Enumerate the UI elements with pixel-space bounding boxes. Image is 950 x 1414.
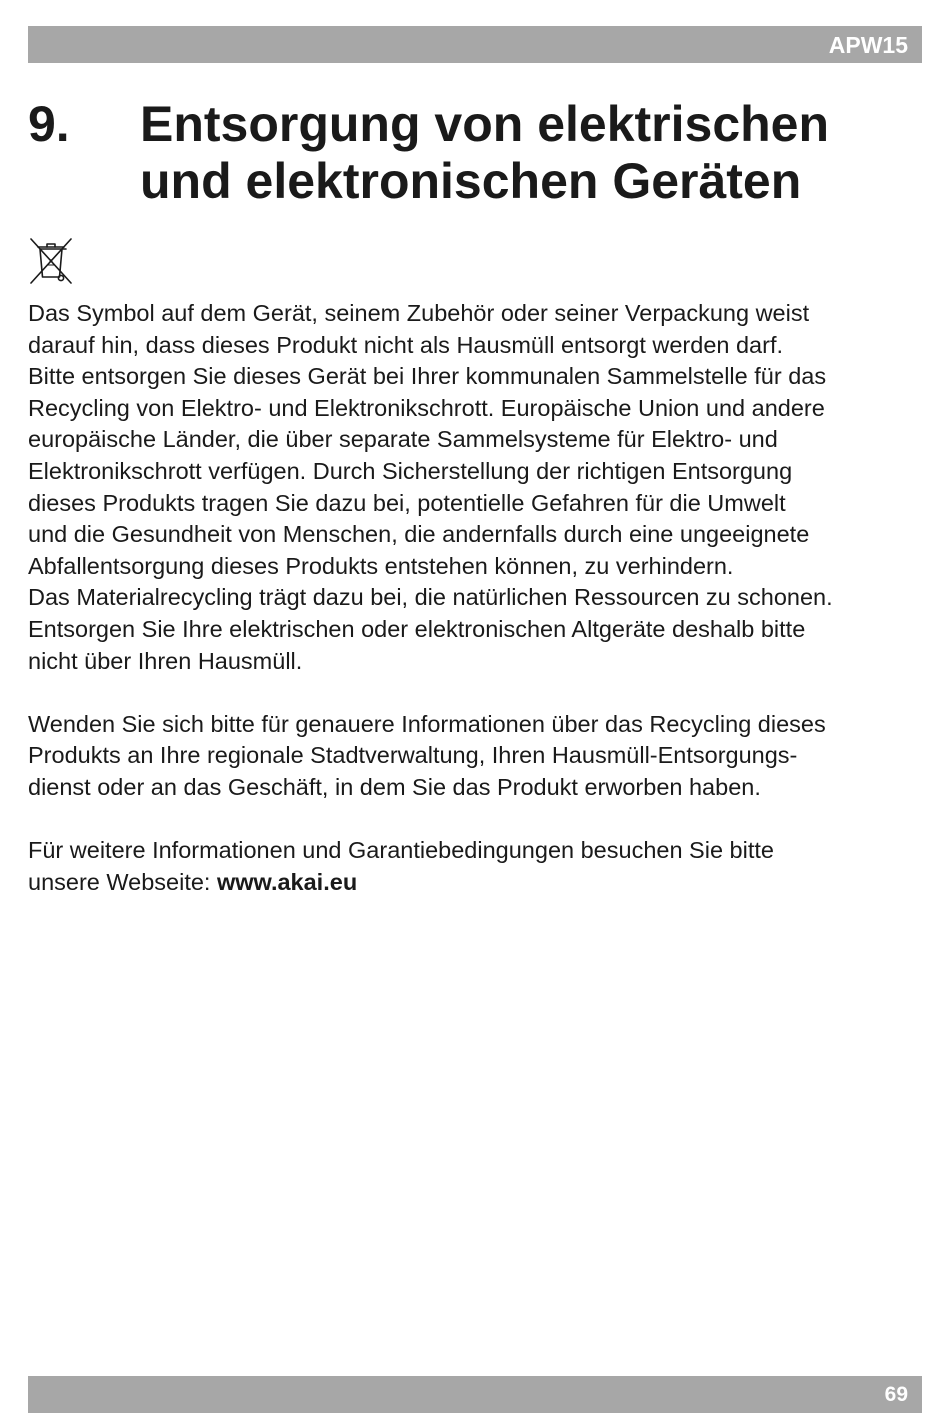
text-line: Recycling von Elektro- und Elektronikschrott. Europäische Union und andere xyxy=(28,394,825,421)
footer-bar xyxy=(28,1376,922,1413)
section-title-line: und elektronischen Geräten xyxy=(140,153,802,209)
paragraph-disposal-notice xyxy=(28,298,928,677)
paragraph-spacer xyxy=(28,804,928,836)
section-title xyxy=(140,96,920,210)
page-number: 69 xyxy=(884,1383,908,1406)
header-bar xyxy=(28,26,922,63)
model-label: APW15 xyxy=(828,32,908,58)
text-line: darauf hin, dass dieses Produkt nicht als Hausmüll entsorgt werden darf. xyxy=(28,331,784,358)
text-line: Das Symbol auf dem Gerät, seinem Zubehör oder seiner Verpackung weist xyxy=(28,300,810,326)
text-line: europäische Länder, die über separate Sammelsysteme für Elektro- und xyxy=(28,426,778,453)
crossed-out-wheelie-bin-icon xyxy=(28,236,74,286)
text-line: dienst oder an das Geschäft, in dem Sie das Produkt erworben haben. xyxy=(28,773,761,800)
paragraph-spacer xyxy=(28,677,928,709)
text-line: Bitte entsorgen Sie dieses Gerät bei Ihrer kommunalen Sammelstelle für das xyxy=(28,363,827,390)
paragraph-contact-info xyxy=(28,709,928,804)
section-number: 9. xyxy=(28,96,70,152)
text-line: Abfallentsorgung dieses Produkts entstehen können, zu verhindern. xyxy=(28,552,734,579)
website-link[interactable]: www.akai.eu xyxy=(216,868,358,895)
paragraph-website xyxy=(28,835,928,898)
text-line: nicht über Ihren Hausmüll. xyxy=(28,647,303,674)
text-line: Wenden Sie sich bitte für genauere Informationen über das Recycling dieses xyxy=(28,710,826,737)
text-line: dieses Produkts tragen Sie dazu bei, potentielle Gefahren für die Umwelt xyxy=(28,489,786,516)
text-line: Für weitere Informationen und Garantiebedingungen besuchen Sie bitte xyxy=(28,837,774,864)
text-line: Das Materialrecycling trägt dazu bei, die natürlichen Ressourcen zu schonen. xyxy=(28,584,833,611)
text-line: Produkts an Ihre regionale Stadtverwaltung, Ihren Hausmüll-Entsorgungs- xyxy=(28,742,798,769)
text-line: und die Gesundheit von Menschen, die andernfalls durch eine ungeeignete xyxy=(28,521,810,548)
section-title-line: Entsorgung von elektrischen xyxy=(140,96,830,152)
text-line: Elektronikschrott verfügen. Durch Sicherstellung der richtigen Entsorgung xyxy=(28,457,793,484)
body-text xyxy=(28,298,928,898)
text-line: Entsorgen Sie Ihre elektrischen oder elektronischen Altgeräte deshalb bitte xyxy=(28,615,806,642)
website-prefix: unsere Webseite: xyxy=(28,868,217,895)
text-line xyxy=(28,867,928,899)
